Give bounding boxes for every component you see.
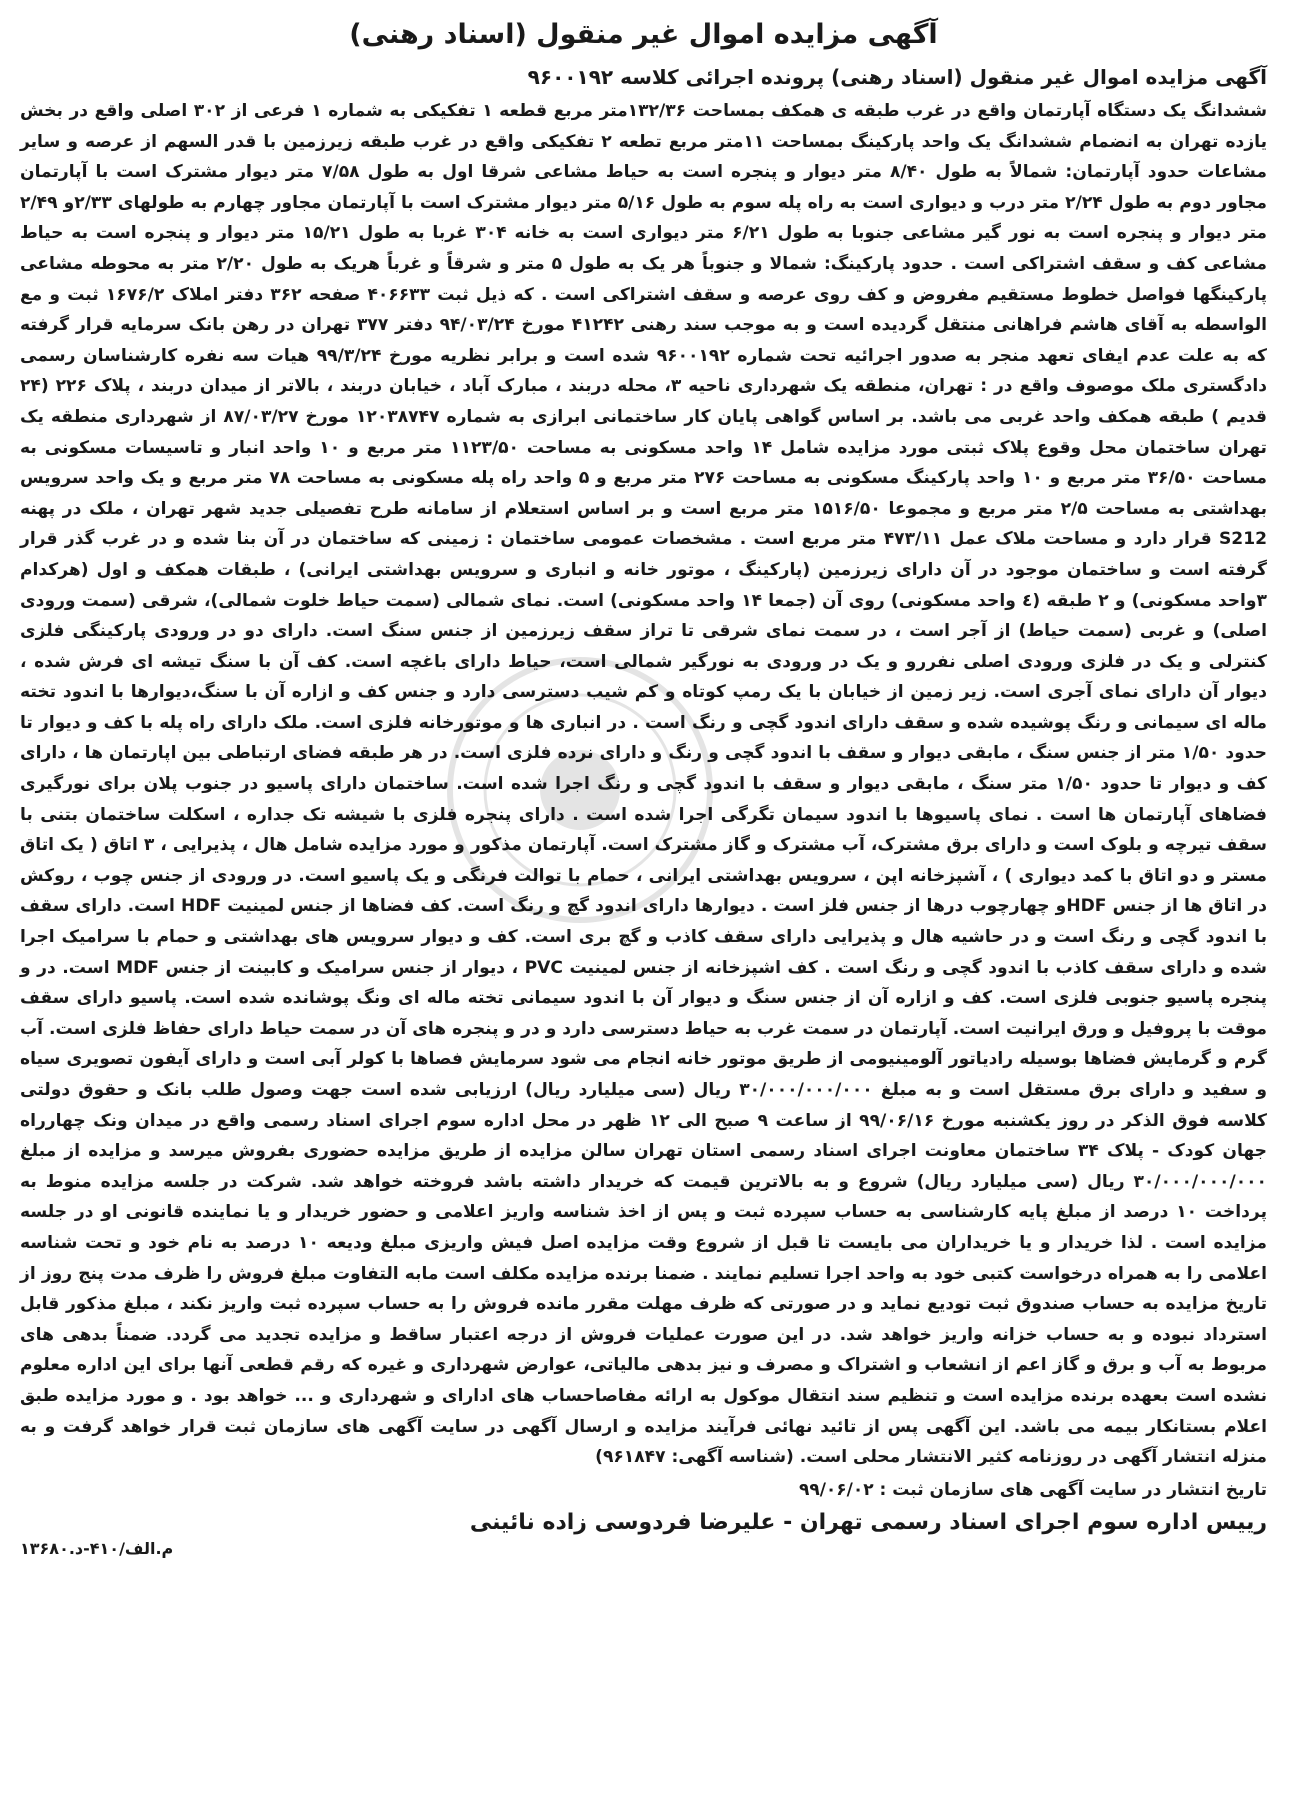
notice-footer bbox=[20, 1507, 1267, 1539]
ad-code: ۱۳۶۸۰.م.الف/۴۱۰-د bbox=[20, 1538, 174, 1558]
notice-subtitle: آگهی مزایده اموال غیر منقول (اسناد رهنی) پرونده اجرائی کلاسه ۹۶۰۰۱۹۲ bbox=[527, 65, 1267, 89]
notice-title: آگهی مزایده اموال غیر منقول (اسناد رهنی) bbox=[349, 19, 938, 50]
signature: رییس اداره سوم اجرای اسناد رسمی تهران - علیرضا فردوسی زاده نائینی bbox=[469, 1509, 1267, 1535]
notice-body: ششدانگ یک دستگاه آپارتمان واقع در غرب طبقه ی همکف بمساحت ۱۳۲/۳۶متر مربع قطعه ۱ تفکیکی به شماره ۱ فرعی از ۳۰۲ اصلی واقع در بخش یازده تهران به انضمام ششدانگ یک واحد پارکینگ بمساحت ۱۱متر مربع تطعه ۲ تفکیکی واقع در غرب طبقه زیرزمین با قدر السهم از عرصه و سایر مشاعات حدود آپارتمان: شمالاً به طول ۸/۴۰ متر دیوار و پنجره است به حیاط مشاعی شرقا اول به طول ۷/۵۸ متر دیوار مشترک است با آپارتمان مجاور دوم به طول ۲/۲۴ متر درب و دیواری است به راه پله سوم به طول ۵/۱۶ متر دیوار مشترک است با آپارتمان مجاور چهارم به طولهای ۲/۳۳و ۲/۴۹ متر دیوار و پنجره است به نور گیر مشاعی جنوبا به طول ۶/۲۱ متر دیواری است به خانه ۳۰۴ غربا به طول ۱۵/۲۱ متر دیوار و پنجره است به حیاط مشاعی کف و سقف اشتراکی است . حدود پارکینگ: شمالا و جنوباً هر یک به طول ۵ متر و شرقاً و غرباً هریک به طول ۲/۲۰ متر به محوطه مشاعی پارکینگها فواصل خطوط مستقیم مفروض و کف روی عرصه و سقف اشتراکی است . که ذیل ثبت ۴۰۶۶۳۳ صفحه ۳۶۲ دفتر املاک ۱۶۷۶/۲ ثبت و مع الواسطه به آقای هاشم فراهانی منتقل گردیده است و به موجب سند رهنی ۴۱۲۴۲ مورخ ۹۴/۰۳/۲۴ دفتر ۳۷۷ تهران در رهن بانک سرمایه قرار گرفته که به علت عدم ایفای تعهد منجر به صدور اجرائیه تحت شماره ۹۶۰۰۱۹۲ شده است و برابر نظریه مورخ ۹۹/۳/۲۴ هیات سه نفره کارشناسان رسمی دادگستری ملک موصوف واقع در : تهران، منطقه یک شهرداری ناحیه ۳، محله دربند ، مبارک آباد ، خیابان دربند ، بالاتر از میدان دربند ، پلاک ۲۲۶ (۲۴ قدیم ) طبقه همکف واحد غربی می باشد. بر اساس گواهی پایان کار ساختمانی ابرازی به شماره ۱۲۰۳۸۷۴۷ مورخ ۸۷/۰۳/۲۷ از شهرداری منطقه یک تهران ساختمان محل وقوع پلاک ثبتی مورد مزایده شامل ۱۴ واحد مسکونی به مساحت ۱۱۲۳/۵۰ متر مربع و ۱۰ واحد انبار و تاسیسات مسکونی به مساحت ۳۶/۵۰ متر مربع و ۱۰ واحد پارکینگ مسکونی به مساحت ۲۷۶ متر مربع و ۵ واحد راه پله مسکونی به مساحت ۷۸ متر مربع و یک واحد سرویس بهداشتی به مساحت ۲/۵ متر مربع و مجموعا ۱۵۱۶/۵۰ متر مربع است و بر اساس استعلام از سامانه طرح تفصیلی جدید شهر تهران ، ملک در پهنه S212 قرار دارد و مساحت ملاک عمل ۴۷۳/۱۱ متر مربع است . مشخصات عمومی ساختمان : زمینی که ساختمان در آن بنا شده و در غرب گذر قرار گرفته است و ساختمان موجود در آن دارای زیرزمین (پارکینگ ، موتور خانه و انباری و سرویس بهداشتی ایرانی) ، طبقات همکف و اول (هرکدام ۳واحد مسکونی) و ۲ طبقه (٤ واحد مسکونی) روی آن (جمعا ۱۴ واحد مسکونی) است. نمای شمالی (سمت حیاط خلوت شمالی)، شرقی (سمت ورودی اصلی) و غربی (سمت حیاط) از آجر است ، در سمت نمای شرقی تا تراز سقف زیرزمین از جنس سنگ است. دارای دو در ورودی پارکینگی فلزی کنترلی و یک در فلزی ورودی اصلی نفررو و یک در ورودی به نورگیر شمالی است، حیاط دارای باغچه است. کف آن با سنگ تیشه ای فرش شده ، دیوار آن دارای نمای آجری است. زیر زمین از خیابان با یک رمپ کوتاه و کم شیب دسترسی دارد و جنس کف و ازاره آن با سنگ،دیوارها با اندود تخته ماله ای سیمانی و رنگ پوشیده شده و سقف دارای اندود گچی و رنگ است . در انباری ها و موتورخانه فلزی است. ملک دارای راه پله با کف و دیوار تا حدود ۱/۵۰ متر از جنس سنگ ، مابقی دیوار و سقف با اندود گچی و رنگ و دارای نرده فلزی است. در هر طبقه فضای ارتباطی بین اپارتمان ها ، دارای کف و دیوار تا حدود ۱/۵۰ متر سنگ ، مابقی دیوار و سقف با اندود گچی و رنگ اجرا شده است. ساختمان دارای پاسیو در جنوب پلان برای نورگیری فضاهای آپارتمان ها است . نمای پاسیوها با اندود سیمان تگرگی اجرا شده است . دارای پنجره فلزی با شیشه تک جداره ، اسکلت ساختمان بتنی با سقف تیرچه و بلوک است و دارای برق مشترک، آب مشترک و گاز مشترک است. آپارتمان مذکور و مورد مزایده شامل هال ، پذیرایی ، ۳ اتاق ( یک اتاق مستر و دو اتاق با کمد دیواری ) ، آشپزخانه اپن ، سرویس بهداشتی ایرانی ، حمام با توالت فرنگی و یک پاسیو است. در ورودی از جنس چوب ، روکش در اتاق ها از جنس HDFو چهارچوب درها از جنس فلز است . دیوارها دارای اندود گچ و رنگ است. کف فضاها از جنس لمینیت HDF است. دارای سقف با اندود گچی و رنگ است و در حاشیه هال و پذیرایی دارای سقف کاذب و گچ بری است. کف و دیوار سرویس های بهداشتی و حمام با سرامیک اجرا شده و دارای سقف کاذب با اندود گچی و رنگ است . کف اشپزخانه از جنس لمینیت PVC ، دیوار از جنس سرامیک و کابینت از جنس MDF است. در و پنجره پاسیو جنوبی فلزی است. کف و ازاره آن از جنس سنگ و دیوار آن با اندود سیمانی تخته ماله ای ونگ پوشانده شده است. پاسیو دارای سقف موقت با پروفیل و ورق ایرانیت است. آپارتمان در سمت غرب به حیاط دسترسی دارد و در و پنجره های آن در سمت حیاط دارای حفاظ فلزی است. آب گرم و گرمایش فضاها بوسیله رادیاتور آلومینیومی از طریق موتور خانه انجام می شود سرمایش فصاها با کولر آبی است و دارای آیفون تصویری سیاه و سفید و دارای برق مستقل است و به مبلغ ۳۰/۰۰۰/۰۰۰/۰۰۰ ریال (سی میلیارد ریال) ارزیابی شده است جهت وصول طلب بانک و حقوق دولتی کلاسه فوق الذکر در روز یکشنبه مورخ ۹۹/۰۶/۱۶ از ساعت ۹ صبح الی ۱۲ ظهر در محل اداره سوم اجرای اسناد رسمی واقع در میدان ونک چهارراه جهان کودک - پلاک ۳۴ ساختمان معاونت اجرای اسناد رسمی استان تهران سالن مزایده از طریق مزایده حضوری بفروش میرسد و مزایده از مبلغ ۳۰/۰۰۰/۰۰۰/۰۰۰ ریال (سی میلیارد ریال) شروع و به بالاترین قیمت که خریدار داشته باشد فروخته خواهد شد. شرکت در جلسه مزایده منوط به پرداخت ۱۰ درصد از مبلغ پایه کارشناسی به حساب سپرده ثبت و پس از اخذ شناسه واریز اعلامی و حضور خریدار و یا نماینده قانونی او در جلسه مزایده است . لذا خریدار و یا خریداران می بایست تا قبل از شروع وقت مزایده اصل فیش واریزی مبلغ ودیعه ۱۰ درصد به نام خود و تحت شناسه اعلامی را به همراه درخواست کتبی خود به واحد اجرا تسلیم نمایند . ضمنا برنده مزایده مکلف است مابه التفاوت مبلغ فروش را ظرف مدت پنج روز از تاریخ مزایده به حساب صندوق ثبت تودیع نماید و در صورتی که ظرف مهلت مقرر مانده فروش را به حساب سپرده ثبت واریز نکند ، مبلغ مذکور قابل استرداد نبوده و به حساب خزانه واریز خواهد شد. در این صورت عملیات فروش از درجه اعتبار ساقط و مزایده تجدید می گردد. ضمناً بدهی های مربوط به آب و برق و گاز اعم از انشعاب و اشتراک و مصرف و نیز بدهی مالیاتی، عوارض شهرداری و غیره که رقم قطعی آنها برای این اداره معلوم نشده است بعهده برنده مزایده است و تنظیم سند انتقال موکول به ارائه مفاصاحساب های ادارای و شهرداری و ... خواهد بود . و مورد مزایده طبق اعلام بستانکار بیمه می باشد. این آگهی پس از تائید نهائی فرآیند مزایده و ارسال آگهی در سایت آگهی های سازمان ثبت قرار خواهد گرفت و به منزله انتشار آگهی در روزنامه کثیر الانتشار محلی است. (شناسه آگهی: ۹۶۱۸۴۷) bbox=[20, 101, 1268, 1468]
publish-date: تاریخ انتشار در سایت آگهی های سازمان ثبت : ۹۹/۰۶/۰۲ bbox=[798, 1479, 1267, 1500]
